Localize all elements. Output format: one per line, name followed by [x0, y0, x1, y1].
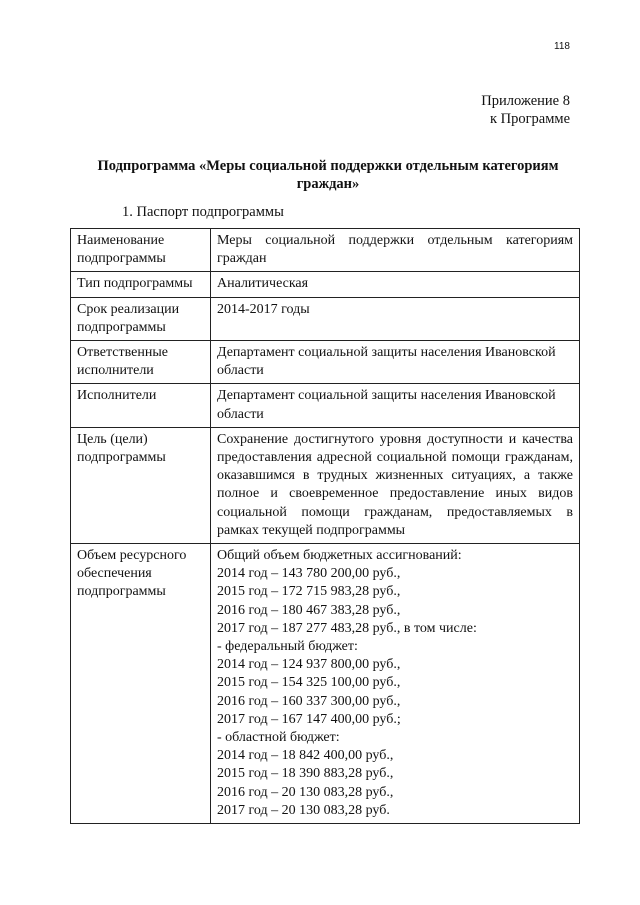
row-value-goal: Сохранение достигнутого уровня доступности и качества предоставления адресной социальной помощи гражданам, оказавшимся в трудных жизненных ситуациях, а также полное и своевременное предоставление иных видов социальной помощи гражданам, предоставляемых в рамках текущей подпрограммы	[211, 427, 580, 543]
table-row	[71, 384, 580, 427]
row-label-goal: Цель (цели) подпрограммы	[71, 427, 211, 543]
funding-line: 2017 год – 20 130 083,28 руб.	[217, 802, 390, 818]
table-row	[71, 427, 580, 543]
row-label-executors: Исполнители	[71, 384, 211, 427]
row-label-funding: Объем ресурсного обеспечения подпрограммы	[71, 544, 211, 824]
funding-line: 2017 год – 167 147 400,00 руб.;	[217, 711, 401, 727]
funding-line: - федеральный бюджет:	[217, 639, 358, 655]
row-value-type: Аналитическая	[211, 272, 580, 297]
row-value-name: Меры социальной поддержки отдельным категориям граждан	[211, 229, 580, 272]
row-value-responsible: Департамент социальной защиты населения Ивановской области	[211, 341, 580, 384]
funding-line: 2016 год – 180 467 383,28 руб.,	[217, 602, 401, 618]
row-label-responsible: Ответственные исполнители	[71, 341, 211, 384]
funding-line: 2014 год – 143 780 200,00 руб.,	[217, 566, 401, 582]
funding-line: 2017 год – 187 277 483,28 руб., в том числе:	[217, 620, 477, 636]
row-value-term: 2014-2017 годы	[211, 297, 580, 340]
funding-line: 2015 год – 18 390 883,28 руб.,	[217, 766, 394, 782]
funding-line: 2014 год – 18 842 400,00 руб.,	[217, 748, 394, 764]
page-number: 118	[554, 41, 570, 52]
table-row	[71, 544, 580, 824]
funding-line: 2016 год – 20 130 083,28 руб.,	[217, 784, 394, 800]
table-row	[71, 297, 580, 340]
row-label-name: Наименование подпрограммы	[71, 229, 211, 272]
appendix-line-2: к Программе	[489, 111, 570, 127]
funding-line: 2015 год – 154 325 100,00 руб.,	[217, 675, 401, 691]
table-row	[71, 341, 580, 384]
funding-line: - областной бюджет:	[217, 730, 340, 746]
section-heading: 1. Паспорт подпрограммы	[122, 204, 284, 220]
appendix-reference	[481, 92, 570, 128]
document-title: Подпрограмма «Меры социальной поддержки отдельным категориям граждан»	[97, 158, 559, 192]
row-label-type: Тип подпрограммы	[71, 272, 211, 297]
passport-table	[70, 228, 580, 824]
table-row	[71, 229, 580, 272]
row-value-funding	[211, 544, 580, 824]
appendix-line-1: Приложение 8	[481, 93, 570, 109]
funding-line: Общий объем бюджетных ассигнований:	[217, 548, 462, 564]
funding-line: 2016 год – 160 337 300,00 руб.,	[217, 693, 401, 709]
funding-line: 2014 год – 124 937 800,00 руб.,	[217, 657, 401, 673]
funding-line: 2015 год – 172 715 983,28 руб.,	[217, 584, 401, 600]
row-value-executors: Департамент социальной защиты населения Ивановской области	[211, 384, 580, 427]
row-label-term: Срок реализации подпрограммы	[71, 297, 211, 340]
table-row	[71, 272, 580, 297]
